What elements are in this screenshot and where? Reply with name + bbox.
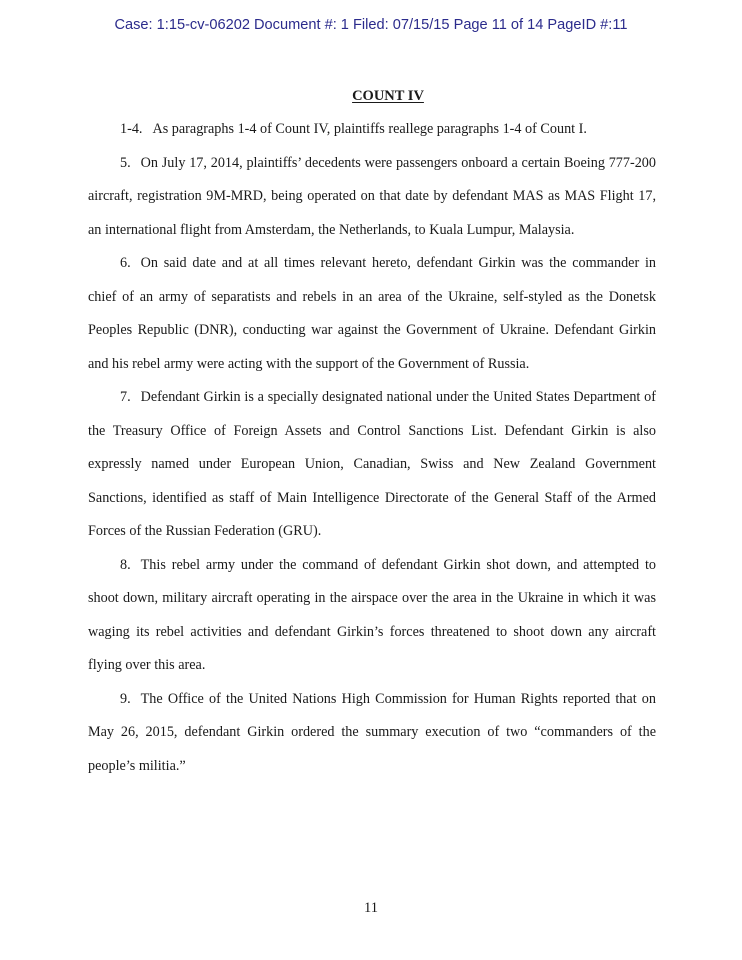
paragraph-number: 9. [120, 690, 131, 707]
paragraph-text: On said date and at all times relevant hereto, defendant Girkin was the commander in chief of an army of separatists and rebels in an area of the Ukraine, self-styled as the Donetsk Peoples Republic (DNR), conducting war against the Government of Ukraine. Defendant Girkin and his rebel army were acting with the support of the Government of Russia. [88, 255, 656, 372]
paragraph-text: The Office of the United Nations High Commission for Human Rights reported that on May 26, 2015, defendant Girkin ordered the summary execution of two “commanders of the people’s militia.” [88, 690, 656, 774]
paragraph-number: 7. [120, 389, 131, 405]
paragraph-8 [88, 549, 656, 683]
paragraph-number: 5. [120, 154, 131, 171]
paragraph-text: Defendant Girkin is a specially designated national under the United States Department of the Treasury Office of Foreign Assets and Control Sanctions List. Defendant Girkin is also expressly named under European Union, Canadian, Swiss and New Zealand Government Sanctions, identified as staff of Main Intelligence Directorate of the General Staff of the Armed Forces of the Russian Federation (GRU). [88, 389, 656, 539]
paragraph-number: 8. [120, 556, 131, 573]
paragraph-text: On July 17, 2014, plaintiffs’ decedents were passengers onboard a certain Boeing 777-200 aircraft, registration 9M-MRD, being operated on that date by defendant MAS as MAS Flight 17, an international flight from Amsterdam, the Netherlands, to Kuala Lumpur, Malaysia. [88, 154, 656, 238]
paragraph-number: 6. [120, 255, 131, 271]
page-number: 11 [364, 900, 378, 916]
paragraph-1-4 [88, 113, 656, 147]
paragraph-text: As paragraphs 1-4 of Count IV, plaintiffs reallege paragraphs 1-4 of Count I. [152, 121, 587, 137]
page-spacer [0, 783, 742, 899]
paragraph-number: 1-4. [120, 121, 143, 137]
paragraph-5 [88, 147, 656, 248]
paragraph-text: This rebel army under the command of defendant Girkin shot down, and attempted to shoot down, military aircraft operating in the airspace over the area in the Ukraine in which it was waging its rebel activities and defendant Girkin’s forces threatened to shoot down any aircraft flying over this area. [88, 556, 656, 673]
paragraph-7 [88, 381, 656, 549]
document-body [88, 113, 656, 783]
section-title: COUNT IV [352, 88, 424, 104]
paragraph-9 [88, 683, 656, 784]
case-header: Case: 1:15-cv-06202 Document #: 1 Filed: 07/15/15 Page 11 of 14 PageID #:11 [114, 17, 628, 33]
paragraph-6 [88, 247, 656, 381]
